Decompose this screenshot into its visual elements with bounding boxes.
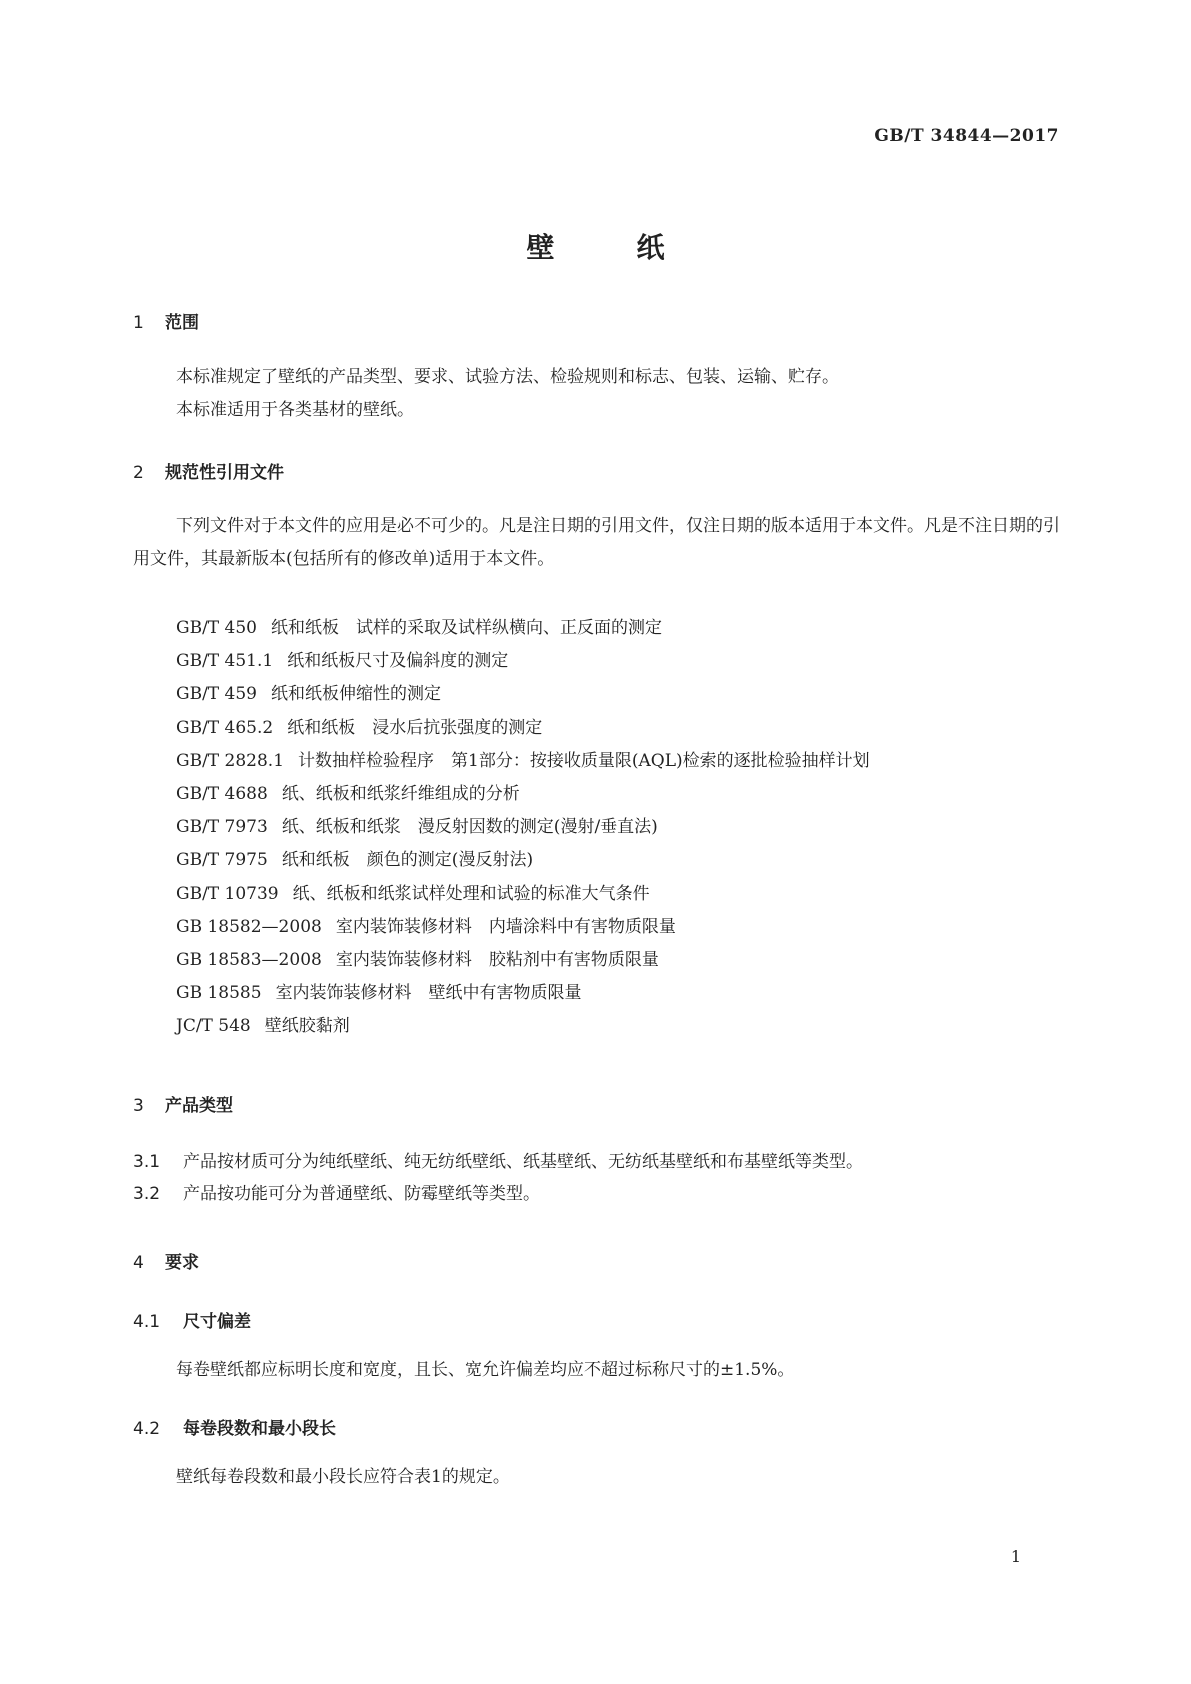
reference-item: JC/T 548 壁纸胶黏剂 <box>176 1016 350 1037</box>
reference-item: GB/T 4688 纸、纸板和纸浆纤维组成的分析 <box>176 783 520 804</box>
title-char-1: 壁 <box>526 231 555 264</box>
clause-3-1: 3.1 产品按材质可分为纯纸壁纸、纯无纺纸壁纸、纸基壁纸、无纺纸基壁纸和布基壁纸等类型。 <box>133 1152 863 1172</box>
reference-item: GB 18585 室内装饰装修材料 壁纸中有害物质限量 <box>176 983 582 1004</box>
reference-item: GB/T 450 纸和纸板 试样的采取及试样纵横向、正反面的测定 <box>176 618 662 638</box>
section-heading-product-types: 3 产品类型 <box>133 1096 233 1116</box>
reference-item: GB/T 2828.1 计数抽样检验程序 第1部分：按接收质量限(AQL)检索的逐批检验抽样计划 <box>176 750 870 771</box>
reference-item: GB/T 7973 纸、纸板和纸浆 漫反射因数的测定(漫射/垂直法) <box>176 817 658 838</box>
subsection-heading-segments: 4.2 每卷段数和最小段长 <box>133 1419 336 1439</box>
normative-references-intro: 下列文件对于本文件的应用是必不可少的。凡是注日期的引用文件，仅注日期的版本适用于本文件。凡是不注日期的引用文件，其最新版本(包括所有的修改单)适用于本文件。 <box>133 516 1060 569</box>
reference-list <box>176 612 870 1043</box>
clause-3-2: 3.2 产品按功能可分为普通壁纸、防霉壁纸等类型。 <box>133 1184 540 1204</box>
document-title <box>0 226 1191 266</box>
section-heading-requirements: 4 要求 <box>133 1253 199 1273</box>
standard-number: GB/T 34844—2017 <box>874 126 1059 146</box>
reference-item: GB/T 465.2 纸和纸板 浸水后抗张强度的测定 <box>176 717 543 738</box>
scope-paragraph: 本标准规定了壁纸的产品类型、要求、试验方法、检验规则和标志、包装、运输、贮存。 <box>176 367 839 387</box>
section-heading-normative-references: 2 规范性引用文件 <box>133 463 284 483</box>
scope-paragraph: 本标准适用于各类基材的壁纸。 <box>176 400 414 420</box>
scope-body <box>133 361 1065 427</box>
reference-item: GB/T 459 纸和纸板伸缩性的测定 <box>176 684 441 705</box>
segments-text: 壁纸每卷段数和最小段长应符合表1的规定。 <box>176 1467 510 1487</box>
dimension-deviation-text: 每卷壁纸都应标明长度和宽度，且长、宽允许偏差均应不超过标称尺寸的±1.5%。 <box>176 1360 795 1380</box>
reference-item: GB/T 10739 纸、纸板和纸浆试样处理和试验的标准大气条件 <box>176 883 650 904</box>
title-char-2: 纸 <box>636 231 665 264</box>
reference-item: GB 18583—2008 室内装饰装修材料 胶粘剂中有害物质限量 <box>176 949 659 970</box>
page-number: 1 <box>1010 1547 1021 1566</box>
reference-item: GB/T 7975 纸和纸板 颜色的测定(漫反射法) <box>176 850 534 871</box>
subsection-heading-dimension-deviation: 4.1 尺寸偏差 <box>133 1312 251 1332</box>
reference-item: GB/T 451.1 纸和纸板尺寸及偏斜度的测定 <box>176 651 509 672</box>
reference-item: GB 18582—2008 室内装饰装修材料 内墙涂料中有害物质限量 <box>176 916 676 937</box>
section-heading-scope: 1 范围 <box>133 313 199 333</box>
